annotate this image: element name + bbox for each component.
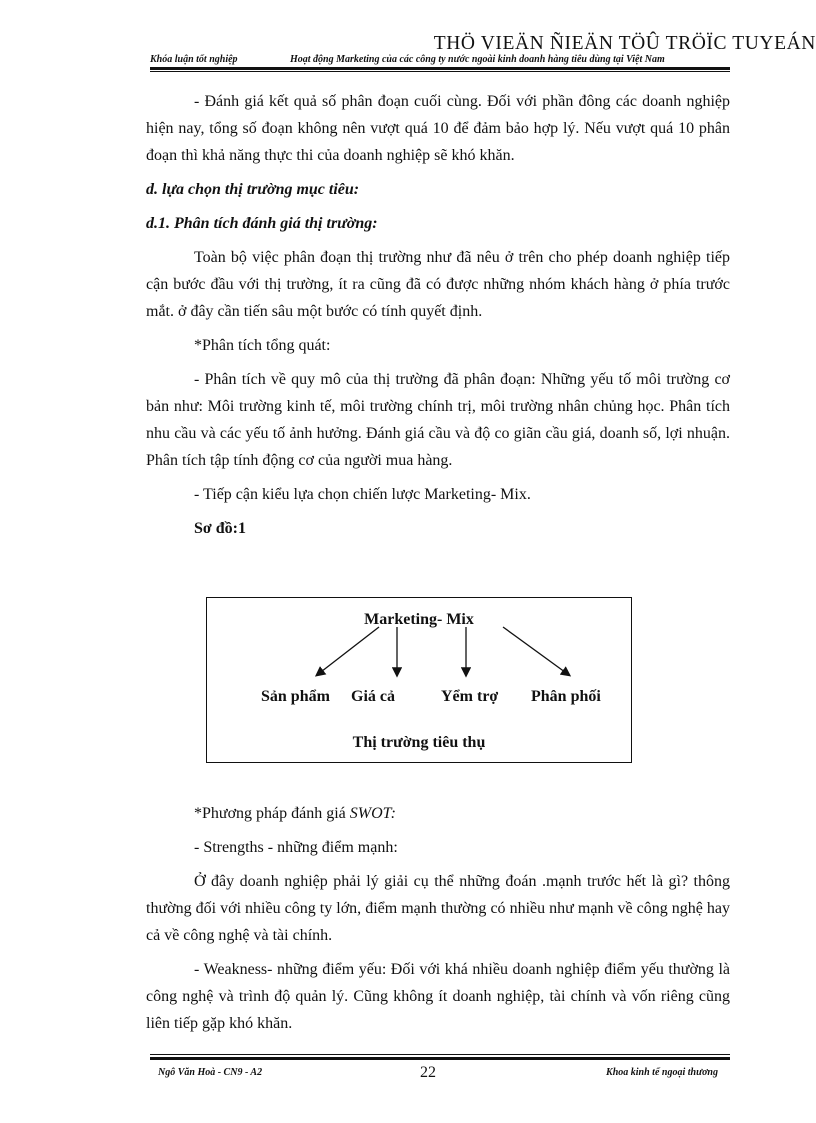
footer-faculty: Khoa kinh tế ngoại thương xyxy=(606,1067,718,1078)
header-left: Khóa luận tốt nghiệp xyxy=(150,54,238,65)
footer-rule-thin xyxy=(150,1054,730,1055)
section-heading: d. lựa chọn thị trường mục tiêu: xyxy=(146,181,360,198)
paragraph: - Tiếp cận kiểu lựa chọn chiến lược Marketing- Mix. xyxy=(194,486,531,503)
subsection-heading: d.1. Phân tích đánh giá thị trường: xyxy=(146,215,378,232)
body-text xyxy=(146,88,730,542)
running-footer xyxy=(150,1064,730,1084)
node-distribution: Phân phối xyxy=(531,688,601,705)
swot-intro: *Phương pháp đánh giá xyxy=(194,805,350,822)
paragraph: Ở đây doanh nghiệp phải lý giải cụ thể những đoán .mạnh trước hết là gì? thông thường đối với nhiều công ty lớn, điểm mạnh thường có nhiều như mạnh về công nghệ hay cả về công nghệ và tài chính. xyxy=(146,873,730,944)
diagram-title: Marketing- Mix xyxy=(364,611,474,628)
marketing-mix-diagram xyxy=(206,597,632,763)
figure-label: Sơ đồ:1 xyxy=(194,520,246,537)
node-promotion: Yểm trợ xyxy=(441,688,499,705)
page-number: 22 xyxy=(420,1064,436,1081)
body-text-continued xyxy=(146,800,730,1037)
running-header xyxy=(150,54,730,66)
swot-term: SWOT: xyxy=(349,805,397,822)
footer-rule-thick xyxy=(150,1057,730,1060)
watermark-text: THÖ VIEÄN ÑIEÄN TÖÛ TRÖÏC TUYEÁN xyxy=(433,33,816,54)
node-price: Giá cả xyxy=(351,688,395,705)
paragraph: - Phân tích về quy mô của thị trường đã phân đoạn: Những yếu tố môi trường cơ bản như: Môi trường kinh tế, môi trường chính trị, môi trường nhân chủng học. Phân tích nhu cầu và các yếu tố ảnh hưởng. Đánh giá cầu và độ co giãn cầu giá, doanh số, lợi nhuận. Phân tích tập tính động cơ của người mua hàng. xyxy=(146,371,730,469)
paragraph: - Strengths - những điểm mạnh: xyxy=(194,839,398,856)
paragraph: - Đánh giá kết quả số phân đoạn cuối cùng. Đối với phần đông các doanh nghiệp hiện nay, tổng số đoạn không nên vượt quá 10 để đảm bảo hợp lý. Nếu vượt quá 10 phân đoạn thì khả năng thực thi của doanh nghiệp sẽ khó khăn. xyxy=(146,93,730,164)
node-product: Sản phẩm xyxy=(261,688,330,705)
footer-author: Ngô Văn Hoà - CN9 - A2 xyxy=(158,1067,263,1078)
arrow-to-distribution xyxy=(503,627,569,675)
arrow-to-product xyxy=(317,627,379,675)
paragraph: *Phân tích tổng quát: xyxy=(194,337,331,354)
header-right: Hoạt động Marketing của các công ty nước ngoài kinh doanh hàng tiêu dùng tại Việt Nam xyxy=(290,54,665,65)
diagram-bottom-label: Thị trường tiêu thụ xyxy=(352,734,486,751)
paragraph xyxy=(146,800,730,827)
header-rule-thin xyxy=(150,71,730,72)
paragraph: - Weakness- những điểm yếu: Đối với khá nhiều doanh nghiệp điểm yếu thường là công nghệ và trình độ quản lý. Cũng không ít doanh nghiệp, tài chính và vốn riêng cũng liên tiếp gặp khó khăn. xyxy=(146,961,730,1032)
header-rule-thick xyxy=(150,67,730,70)
paragraph: Toàn bộ việc phân đoạn thị trường như đã nêu ở trên cho phép doanh nghiệp tiếp cận bước đầu với thị trường, ít ra cũng đã có được những nhóm khách hàng ở phía trước mắt. ở đây cần tiến sâu một bước có tính quyết định. xyxy=(146,249,730,320)
